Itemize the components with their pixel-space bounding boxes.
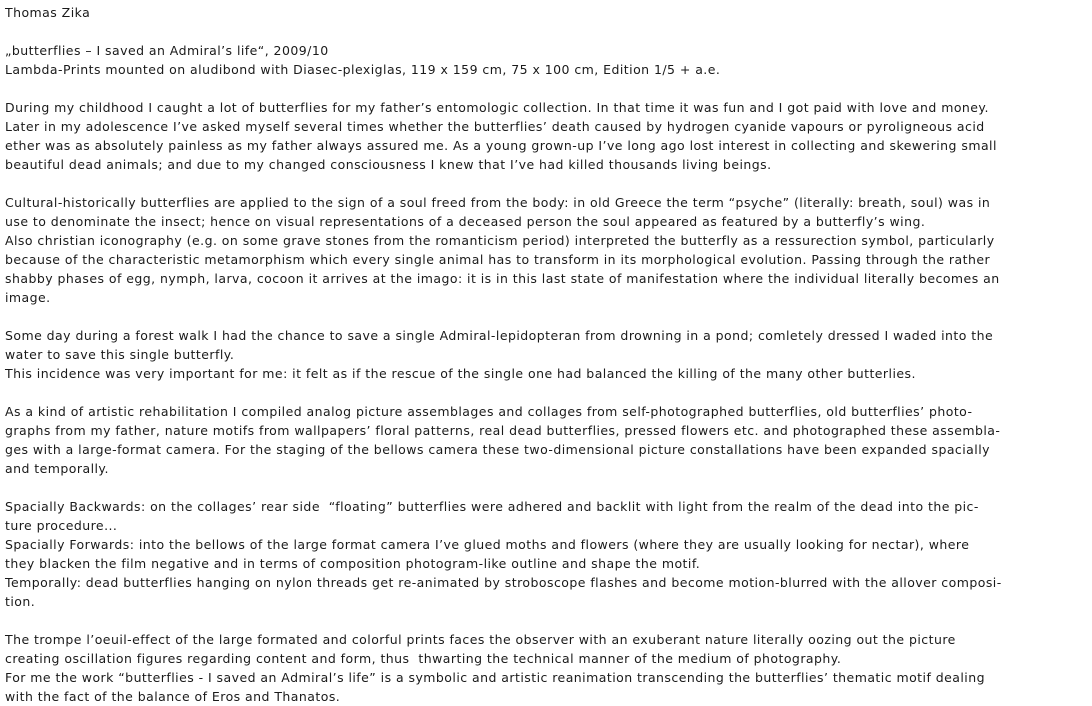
spacer: [5, 383, 1092, 402]
paragraph-line: because of the characteristic metamorphism which every single animal has to transform in its morphological evolution. Passing through the rather: [5, 252, 991, 267]
paragraph-line: they blacken the film negative and in terms of composition photogram-like outline and shape the motif.: [5, 556, 701, 571]
paragraph-line: During my childhood I caught a lot of butterflies for my father’s entomologic collection. In that time it was fun and I got paid with love and money.: [5, 100, 989, 115]
paragraph-line: graphs from my father, nature motifs from wallpapers’ floral patterns, real dead butterflies, pressed flowers etc. and photographed these assembla-: [5, 423, 1001, 438]
paragraph-line: use to denominate the insect; hence on visual representations of a deceased person the soul appeared as featured by a butterfly’s wing.: [5, 214, 926, 229]
paragraph-line: As a kind of artistic rehabilitation I compiled analog picture assemblages and collages from self-photographed butterflies, old butterflies’ photo-: [5, 404, 973, 419]
paragraph-line: and temporally.: [5, 461, 109, 476]
paragraph-line: beautiful dead animals; and due to my changed consciousness I knew that I’ve had killed thousands living beings.: [5, 157, 772, 172]
paragraph-line: creating oscillation figures regarding content and form, thus thwarting the technical manner of the medium of photography.: [5, 651, 842, 666]
paragraph-line: ture procedure...: [5, 518, 118, 533]
paragraph-line: ges with a large-format camera. For the staging of the bellows camera these two-dimensional picture constallations have been expanded spacially: [5, 442, 990, 457]
statement-paragraph: [5, 630, 1092, 706]
statement-paragraph: [5, 98, 1092, 174]
statement-paragraph: [5, 326, 1092, 383]
statement-paragraph: [5, 193, 1092, 307]
paragraph-line: Some day during a forest walk I had the chance to save a single Admiral-lepidopteran from drowning in a pond; comletely dressed I waded into the: [5, 328, 994, 343]
paragraph-line: tion.: [5, 594, 36, 609]
paragraph-line: Also christian iconography (e.g. on some grave stones from the romanticism period) interpreted the butterfly as a ressurection symbol, particularly: [5, 233, 995, 248]
paragraph-line: Spacially Backwards: on the collages’ rear side “floating” butterflies were adhered and backlit with light from the realm of the dead into the pic-: [5, 499, 979, 514]
spacer: [5, 611, 1092, 630]
paragraph-line: Temporally: dead butterflies hanging on nylon threads get re-animated by stroboscope flashes and become motion-blurred with the allover composi-: [5, 575, 1002, 590]
paragraph-line: Cultural-historically butterflies are applied to the sign of a soul freed from the body: in old Greece the term “psyche” (literally: breath, soul) was in: [5, 195, 991, 210]
paragraph-line: water to save this single butterfly.: [5, 347, 235, 362]
statement-body: [5, 98, 1092, 706]
paragraph-line: This incidence was very important for me: it felt as if the rescue of the single one had balanced the killing of the many other butterlies.: [5, 366, 916, 381]
paragraph-line: Spacially Forwards: into the bellows of the large format camera I’ve glued moths and flowers (where they are usually looking for nectar), where: [5, 537, 970, 552]
statement-paragraph: [5, 497, 1092, 611]
spacer: [5, 79, 1092, 98]
spacer: [5, 174, 1092, 193]
spacer: [5, 22, 1092, 41]
paragraph-line: ether was as absolutely painless as my father always assured me. As a young grown-up I’ve long ago lost interest in collecting and skewering small: [5, 138, 997, 153]
spacer: [5, 478, 1092, 497]
author-name: Thomas Zika: [5, 5, 91, 20]
paragraph-line: For me the work “butterflies - I saved an Admiral’s life” is a symbolic and artistic reanimation transcending the butterflies’ thematic motif dealing: [5, 670, 985, 685]
artwork-title: „butterflies – I saved an Admiral’s life“, 2009/10: [5, 43, 329, 58]
paragraph-line: with the fact of the balance of Eros and Thanatos.: [5, 689, 341, 704]
paragraph-line: shabby phases of egg, nymph, larva, cocoon it arrives at the imago: it is in this last state of manifestation where the individual literally becomes an: [5, 271, 1000, 286]
spacer: [5, 307, 1092, 326]
statement-paragraph: [5, 402, 1092, 478]
artwork-medium: Lambda-Prints mounted on aludibond with Diasec-plexiglas, 119 x 159 cm, 75 x 100 cm, Edition 1/5 + a.e.: [5, 62, 721, 77]
paragraph-line: Later in my adolescence I’ve asked myself several times whether the butterflies’ death caused by hydrogen cyanide vapours or pyroligneous acid: [5, 119, 985, 134]
paragraph-line: The trompe l’oeuil-effect of the large formated and colorful prints faces the observer with an exuberant nature literally oozing out the picture: [5, 632, 956, 647]
paragraph-line: image.: [5, 290, 51, 305]
